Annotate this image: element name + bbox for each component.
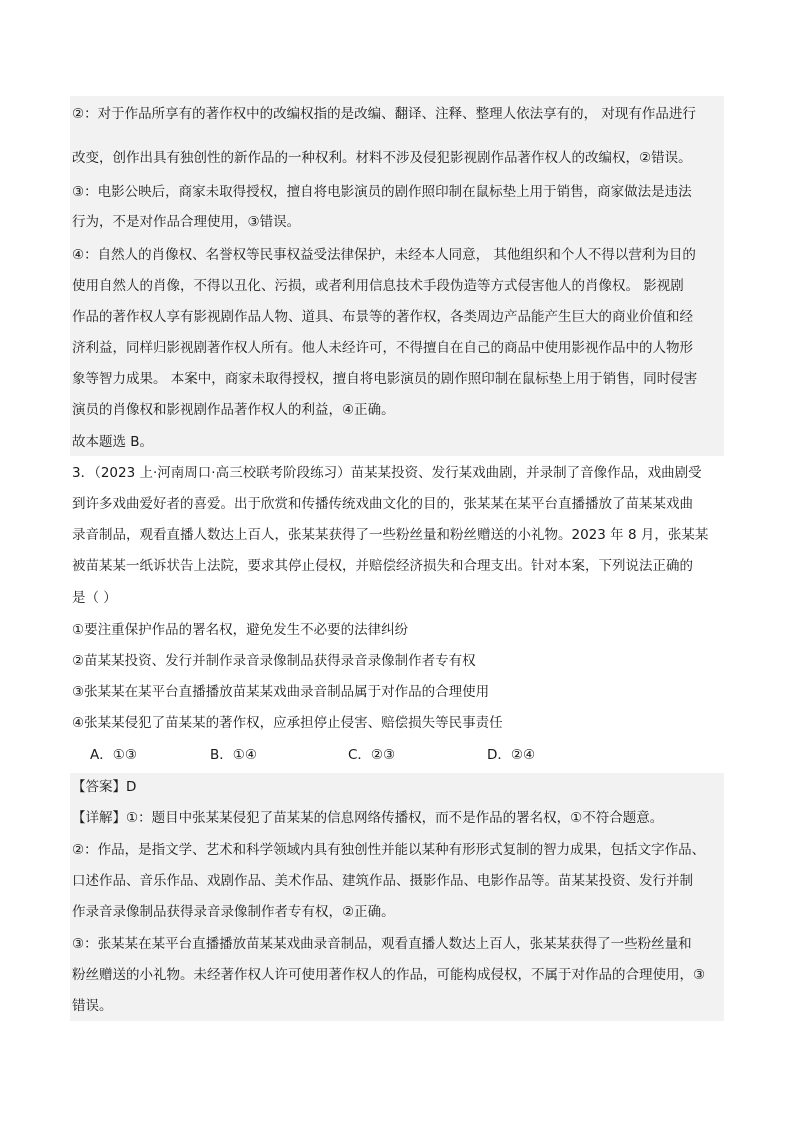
explanation-p3-line: 行为，不是对作品合理使用，③错误。 <box>72 214 301 230</box>
detail-line: 错误。 <box>72 998 113 1014</box>
explanation-p4-line: 象等智力成果。 本案中，商家未取得授权，擅自将电影演员的剧作照印制在鼠标垫上用于销售，同时侵害 <box>72 371 698 387</box>
explanation-conclusion: 故本题选 B。 <box>72 434 154 450</box>
explanation-p2-line: ②：对于作品所享有的著作权中的改编权指的是改编、翻译、注释、整理人依法享有的， 对现有作品进行 <box>72 106 696 122</box>
option-d[interactable]: D．②④ <box>487 747 536 763</box>
explanation-p4-line: 演员的肖像权和影视剧作品著作权人的利益，④正确。 <box>72 402 395 418</box>
explanation-p4-line: ④：自然人的肖像权、名誉权等民事权益受法律保护，未经本人同意， 其他组织和个人不得以营利为目的 <box>72 247 696 263</box>
question-stem-line: 被苗某某一纸诉状告上法院，要求其停止侵权，并赔偿经济损失和合理支出。针对本案，下列说法正确的 <box>72 558 693 574</box>
question-stem-line: 到许多戏曲爱好者的喜爱。出于欣赏和传播传统戏曲文化的目的，张某某在某平台直播播放了苗某某戏曲 <box>72 496 693 512</box>
option-c[interactable]: C．②③ <box>348 747 396 763</box>
statement-item: ②苗某某投资、发行并制作录音录像制品获得录音录像制作者专有权 <box>72 653 476 669</box>
explanation-p2-line: 改变，创作出具有独创性的新作品的一种权利。材料不涉及侵犯影视剧作品著作权人的改编权，②错误。 <box>72 150 692 166</box>
explanation-p4-line: 使用自然人的肖像，不得以丑化、污损，或者利用信息技术手段伪造等方式侵害他人的肖像权。 影视剧 <box>72 278 684 294</box>
detail-line: 口述作品、音乐作品、戏剧作品、美术作品、建筑作品、摄影作品、电影作品等。苗某某投资、发行并制 <box>72 873 693 889</box>
statement-item: ④张某某侵犯了苗某某的著作权，应承担停止侵害、赔偿损失等民事责任 <box>72 715 503 731</box>
question-stem-line: 3．（2023 上·河南周口·高三校联考阶段练习）苗某某投资、发行某戏曲剧，并录制了音像作品，戏曲剧受 <box>72 465 702 481</box>
question-stem-line: 录音制品，观看直播人数达上百人，张某某获得了一些粉丝量和粉丝赠送的小礼物。2023 年 8 月，张某某 <box>72 527 709 543</box>
option-a[interactable]: A．①③ <box>90 747 137 763</box>
detail-line: ②：作品，是指文学、艺术和科学领域内具有独创性并能以某种有形形式复制的智力成果，包括文字作品、 <box>72 842 706 858</box>
explanation-p4-line: 作品的著作权人享有影视剧作品人物、道具、布景等的著作权，各类周边产品能产生巨大的商业价值和经 <box>72 309 693 325</box>
statement-item: ③张某某在某平台直播播放苗某某戏曲录音制品属于对作品的合理使用 <box>72 684 490 700</box>
question-stem-line: 是（ ） <box>72 590 117 606</box>
detail-line: 【详解】①：题目中张某某侵犯了苗某某的信息网络传播权，而不是作品的署名权，①不符合题意。 <box>72 810 664 826</box>
answer-options <box>90 745 570 765</box>
answer-label: 【答案】D <box>72 779 137 795</box>
detail-line: 粉丝赠送的小礼物。未经著作权人许可使用著作权人的作品，可能构成侵权，不属于对作品的合理使用，③ <box>72 967 706 983</box>
option-b[interactable]: B．①④ <box>210 747 257 763</box>
explanation-p4-line: 济利益，同样归影视剧著作权人所有。他人未经许可，不得擅自在自己的商品中使用影视作品中的人物形 <box>72 340 693 356</box>
detail-line: 作录音录像制品获得录音录像制作者专有权，②正确。 <box>72 904 395 920</box>
statement-item: ①要注重保护作品的署名权，避免发生不必要的法律纠纷 <box>72 622 409 638</box>
detail-line: ③：张某某在某平台直播播放苗某某戏曲录音制品，观看直播人数达上百人，张某某获得了一些粉丝量和 <box>72 936 692 952</box>
explanation-p3-line: ③：电影公映后，商家未取得授权，擅自将电影演员的剧作照印制在鼠标垫上用于销售，商家做法是违法 <box>72 184 692 200</box>
